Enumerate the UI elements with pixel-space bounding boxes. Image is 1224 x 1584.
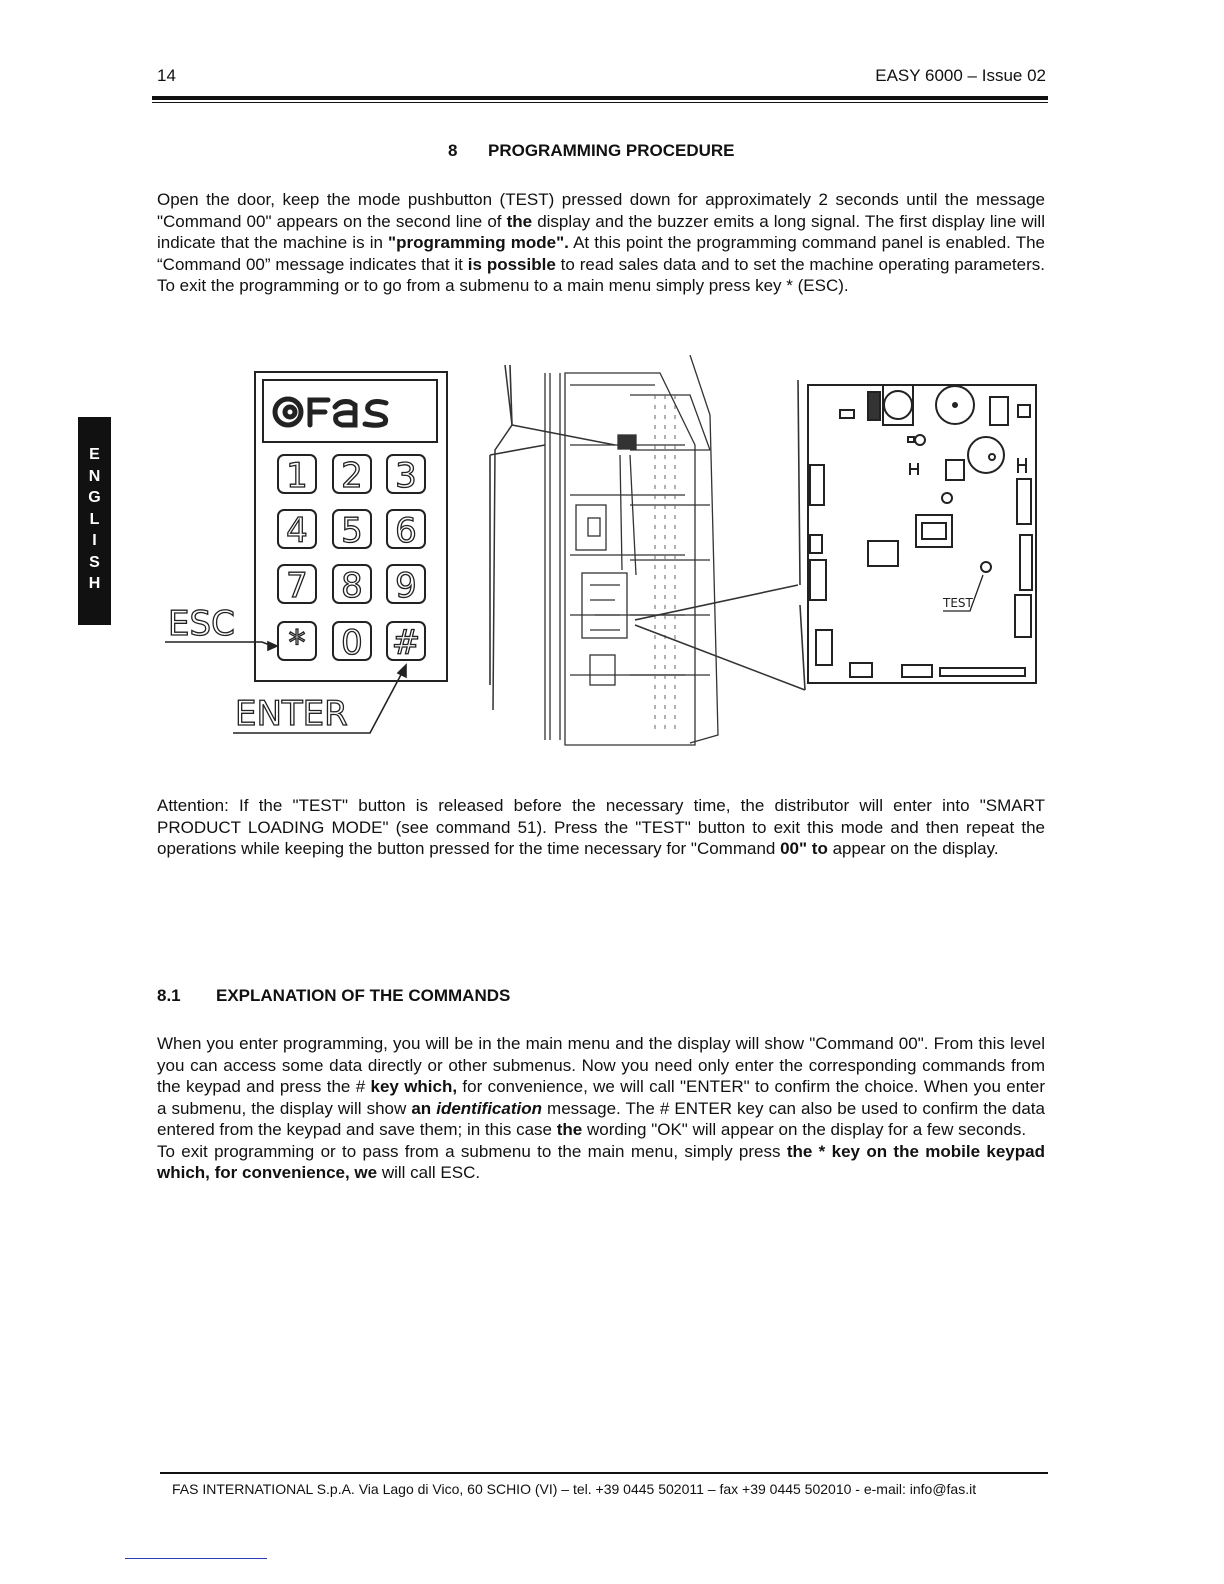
side-tab-letter: I: [92, 532, 97, 549]
esc-label: ESC: [168, 604, 235, 644]
text-run: to read sales data and to set the machine operating parameters. To exit the programming or to go from a submenu to a main menu simply press key * (ESC).: [157, 254, 1045, 295]
side-tab-letter: G: [88, 489, 101, 506]
bold-run: the * key on the mobile keypad which, for convenience, we: [157, 1141, 1045, 1182]
side-tab-letter: H: [88, 575, 101, 592]
programming-figure: [150, 355, 1050, 750]
key-0: 0: [341, 623, 363, 663]
test-label: TEST: [943, 596, 973, 610]
bold-italic-run: identification: [436, 1098, 542, 1118]
section-title: EXPLANATION OF THE COMMANDS: [216, 986, 511, 1005]
fas-logo: [275, 399, 386, 425]
section-8-1-heading: [157, 986, 510, 1006]
keypad-keys: [278, 455, 425, 663]
text-run: To exit programming or to pass from a submenu to the main menu, simply press: [157, 1141, 787, 1161]
key-7: 7: [286, 566, 308, 606]
exit-text: [157, 1141, 1045, 1184]
key-6: 6: [395, 511, 417, 551]
key-star: *: [288, 623, 306, 663]
text-run: display and the buzzer emits a long signal. The first display line will indicate that the machine is in: [157, 211, 1045, 252]
header-rule: [152, 96, 1048, 100]
side-tab-letter: E: [89, 446, 100, 463]
key-4: 4: [286, 511, 308, 551]
text-run: At this point the programming command panel is enabled. The “Command 00” message indicates that it: [157, 233, 1046, 274]
bold-run: "programming mode".: [388, 233, 569, 252]
machine-section-illustration: [490, 355, 805, 745]
page-number: 14: [157, 66, 176, 85]
key-3: 3: [395, 456, 417, 496]
footer-rule: [160, 1472, 1048, 1474]
document-title: EASY 6000 – Issue 02: [875, 66, 1046, 85]
key-5: 5: [341, 511, 363, 551]
bold-run: the: [556, 1120, 583, 1139]
commands-paragraph: [157, 1033, 1045, 1184]
brand-text: FAS: [330, 435, 332, 436]
enter-label: ENTER: [235, 694, 348, 734]
language-side-tab: [78, 417, 111, 625]
bold-run: 00" to: [780, 839, 828, 858]
text-run: for convenience, we will call "ENTER" to confirm the choice. When you enter a submenu, the display will show: [157, 1077, 1045, 1118]
text-run: appear on the display.: [827, 839, 999, 858]
footer-text: FAS INTERNATIONAL S.p.A. Via Lago di Vico, 60 SCHIO (VI) – tel. +39 0445 502011 – fax +39 0445 502010 - e-mail: info@fas.it: [172, 1481, 977, 1497]
text-run: will call ESC.: [377, 1163, 481, 1182]
side-tab-letter: S: [89, 553, 100, 571]
section-title: PROGRAMMING PROCEDURE: [488, 141, 735, 160]
key-2: 2: [341, 456, 363, 496]
side-tab-letter: N: [88, 467, 101, 485]
bold-run: an: [411, 1098, 432, 1118]
bold-run: is possible: [467, 254, 556, 274]
key-9: 9: [395, 566, 417, 606]
text-run: When you enter programming, you will be in the main menu and the display will show "Command 00". From this level you can access some data directly or other submenus. Now you need only enter the corresponding commands from the keypad and press the #: [157, 1034, 1045, 1096]
side-tab-letter: L: [89, 510, 100, 528]
bold-run: the: [506, 211, 533, 231]
key-8: 8: [341, 566, 363, 606]
header-rule-thin: [152, 102, 1048, 103]
bold-run: key which,: [370, 1077, 458, 1096]
commands-text: [157, 1033, 1045, 1141]
text-run: message. The # ENTER key can also be used to confirm the data entered from the keypad and save them; in this case: [157, 1098, 1045, 1139]
link-underline: [125, 1558, 267, 1559]
control-board-illustration: [808, 385, 1036, 683]
key-hash: #: [391, 623, 421, 663]
attention-paragraph: [157, 795, 1045, 860]
section-number: 8: [448, 141, 458, 160]
text-run: Attention: If the "TEST" button is released before the necessary time, the distributor will enter into "SMART PRODUCT LOADING MODE" (see command 51). Press the "TEST" button to exit this mode and then repeat the operations while keeping the button pressed for the time necessary for "Command: [157, 796, 1045, 858]
text-run: wording "OK" will appear on the display for a few seconds.: [582, 1120, 1027, 1139]
section-number: 8.1: [157, 986, 181, 1005]
text-run: Open the door, keep the mode pushbutton (TEST) pressed down for approximately 2 seconds until the message "Command 00" appears on the second line of: [157, 190, 1045, 231]
key-1: 1: [286, 456, 308, 496]
section-8-heading: [448, 141, 735, 161]
intro-paragraph: [157, 189, 1045, 297]
